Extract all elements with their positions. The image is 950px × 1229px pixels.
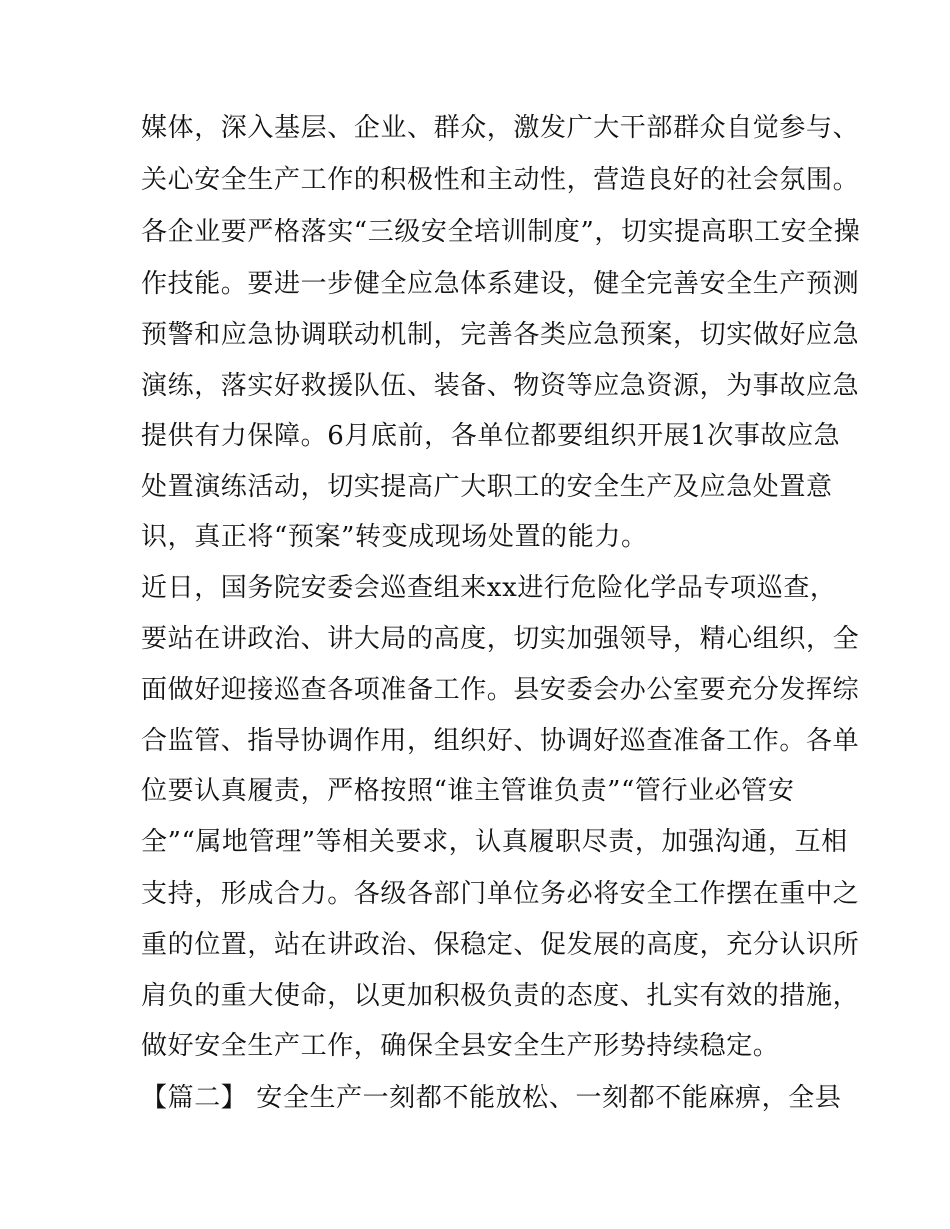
text-line: 预警和应急协调联动机制，完善各类应急预案，切实做好应急 — [141, 320, 860, 350]
text-line: 识，真正将“预案”转变成现场处置的能力。 — [141, 522, 648, 552]
text-line: 重的位置，站在讲政治、保稳定、促发展的高度，充分认识所 — [141, 930, 860, 960]
text-line: 作技能。要进一步健全应急体系建设，健全完善安全生产预测 — [141, 269, 860, 299]
text-line: 面做好迎接巡查各项准备工作。县安委会办公室要充分发挥综 — [141, 675, 860, 705]
text-line: 媒体，深入基层、企业、群众，激发广大干部群众自觉参与、 — [141, 113, 860, 143]
text-line: 做好安全生产工作，确保全县安全生产形势持续稳定。 — [141, 1031, 780, 1061]
text-line: 演练，落实好救援队伍、装备、物资等应急资源，为事故应急 — [141, 371, 860, 401]
text-line: 支持，形成合力。各级各部门单位务必将安全工作摆在重中之 — [141, 879, 860, 909]
text-line: 处置演练活动，切实提高广大职工的安全生产及应急处置意 — [141, 472, 833, 502]
text-line: 提供有力保障。6月底前，各单位都要组织开展1次事故应急 — [141, 421, 841, 451]
text-line: 近日，国务院安委会巡查组来xx进行危险化学品专项巡查， — [141, 573, 837, 603]
text-line: 全”“属地管理”等相关要求，认真履职尽责，加强沟通，互相 — [141, 827, 848, 857]
text-line: 位要认真履责，严格按照“谁主管谁负责”“管行业必管安 — [141, 776, 795, 806]
section-heading-line: 【篇二】 安全生产一刻都不能放松、一刻都不能麻痹，全县 — [141, 1083, 842, 1113]
text-line: 关心安全生产工作的积极性和主动性，营造良好的社会氛围。 — [141, 165, 860, 195]
text-line: 各企业要严格落实“三级安全培训制度”，切实提高职工安全操 — [141, 217, 861, 247]
text-line: 肩负的重大使命，以更加积极负责的态度、扎实有效的措施， — [141, 981, 860, 1011]
text-line: 要站在讲政治、讲大局的高度，切实加强领导，精心组织，全 — [141, 624, 860, 654]
text-line: 合监管、指导协调作用，组织好、协调好巡查准备工作。各单 — [141, 726, 860, 756]
